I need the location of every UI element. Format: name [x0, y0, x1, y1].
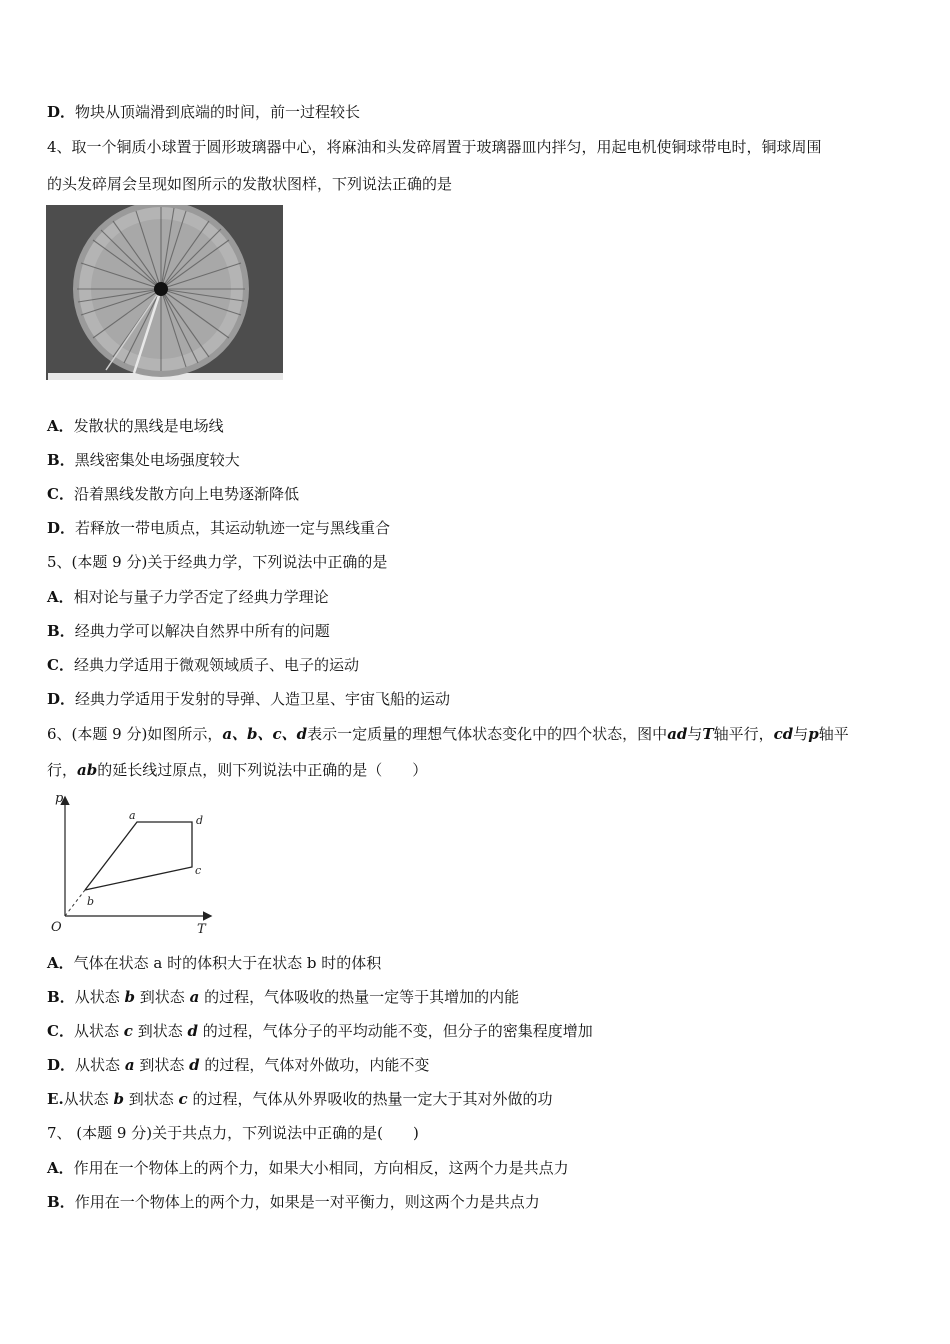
q7-stem: 7、 (本题 9 分)关于共点力，下列说法中正确的是( ) [47, 1124, 419, 1142]
q6-option-b: B．从状态 b 到状态 a 的过程，气体吸收的热量一定等于其增加的内能 [47, 988, 520, 1006]
option-text: 黑线密集处电场强度较大 [74, 451, 240, 469]
option-text: 物块从顶端滑到底端的时间，前一过程较长 [75, 103, 361, 121]
option-letter: D [47, 690, 61, 708]
point-label-d: d [196, 814, 204, 827]
q6-stem-line1: 6、(本题 9 分)如图所示，a、b、c、d表示一定质量的理想气体状态变化中的四个状态，图中ad与T轴平行，cd与p轴平 [47, 725, 849, 743]
option-letter: C [47, 656, 59, 674]
q4-option-d: D．若释放一带电质点，其运动轨迹一定与黑线重合 [47, 519, 391, 537]
q4-stem-line2: 的头发碎屑会呈现如图所示的发散状图样，下列说法正确的是 [47, 175, 453, 193]
q6-p-t-graph [47, 788, 222, 936]
q5-option-a: A．相对论与量子力学否定了经典力学理论 [47, 588, 329, 606]
axis-label-t: T [197, 922, 206, 936]
option-text: 沿着黑线发散方向上电势逐渐降低 [73, 485, 299, 503]
point-label-c: c [195, 864, 202, 877]
point-label-b: b [87, 895, 95, 908]
point-label-a: a [129, 809, 136, 822]
option-letter: B [47, 1193, 60, 1211]
q6-option-d: D．从状态 a 到状态 d 的过程，气体对外做功，内能不变 [47, 1056, 430, 1074]
option-letter: B [47, 451, 60, 469]
option-text: 作用在一个物体上的两个力，如果大小相同，方向相反，这两个力是共点力 [73, 1159, 569, 1177]
q4-option-a: A．发散状的黑线是电场线 [47, 417, 224, 435]
option-letter: A [47, 417, 59, 435]
field-pattern-image [46, 205, 283, 380]
q6-stem-line2: 行，ab的延长线过原点，则下列说法中正确的是（ ） [47, 761, 428, 779]
option-letter: B [47, 622, 60, 640]
state-cycle [85, 822, 192, 890]
option-text: 发散状的黑线是电场线 [73, 417, 224, 435]
q6-option-e: E.从状态 b 到状态 c 的过程，气体从外界吸收的热量一定大于其对外做的功 [47, 1090, 553, 1108]
origin-label: O [51, 920, 62, 935]
option-text: 气体在状态 a 时的体积大于在状态 b 时的体积 [73, 954, 382, 972]
option-text: 经典力学适用于发射的导弹、人造卫星、宇宙飞船的运动 [75, 690, 451, 708]
q4-stem-line1: 4、取一个铜质小球置于圆形玻璃器中心，将麻油和头发碎屑置于玻璃器皿内拌匀，用起电机使铜球带电时，铜球周围 [47, 138, 822, 156]
option-text: 经典力学可以解决自然界中所有的问题 [74, 622, 330, 640]
option-letter: A [47, 588, 59, 606]
ab-extension [65, 890, 85, 916]
prev-option-d: D．物块从顶端滑到底端的时间，前一过程较长 [47, 103, 361, 121]
q4-option-b: B．黑线密集处电场强度较大 [47, 451, 240, 469]
q5-option-d: D．经典力学适用于发射的导弹、人造卫星、宇宙飞船的运动 [47, 690, 451, 708]
q5-option-b: B．经典力学可以解决自然界中所有的问题 [47, 622, 330, 640]
q7-option-a: A．作用在一个物体上的两个力，如果大小相同，方向相反，这两个力是共点力 [47, 1159, 569, 1177]
option-letter: D [47, 1056, 61, 1074]
option-letter: C [47, 485, 59, 503]
axis-label-p: p [55, 791, 64, 806]
q6-option-c: C．从状态 c 到状态 d 的过程，气体分子的平均动能不变，但分子的密集程度增加 [47, 1022, 593, 1040]
option-letter: B [47, 988, 60, 1006]
q7-option-b: B．作用在一个物体上的两个力，如果是一对平衡力，则这两个力是共点力 [47, 1193, 540, 1211]
option-text: 相对论与量子力学否定了经典力学理论 [73, 588, 329, 606]
q5-option-c: C．经典力学适用于微观领域质子、电子的运动 [47, 656, 359, 674]
option-letter: A [47, 954, 59, 972]
q6-option-a: A．气体在状态 a 时的体积大于在状态 b 时的体积 [47, 954, 382, 972]
option-text: 作用在一个物体上的两个力，如果是一对平衡力，则这两个力是共点力 [74, 1193, 540, 1211]
option-letter: E [47, 1090, 59, 1108]
q4-electric-field-photo [46, 205, 283, 380]
q4-option-c: C．沿着黑线发散方向上电势逐渐降低 [47, 485, 299, 503]
option-letter: C [47, 1022, 59, 1040]
option-letter: D [47, 103, 61, 121]
option-text: 若释放一带电质点，其运动轨迹一定与黑线重合 [75, 519, 391, 537]
q5-stem: 5、(本题 9 分)关于经典力学，下列说法中正确的是 [47, 553, 388, 571]
p-t-diagram [47, 788, 222, 936]
option-text: 经典力学适用于微观领域质子、电子的运动 [73, 656, 359, 674]
option-letter: A [47, 1159, 59, 1177]
option-letter: D [47, 519, 61, 537]
